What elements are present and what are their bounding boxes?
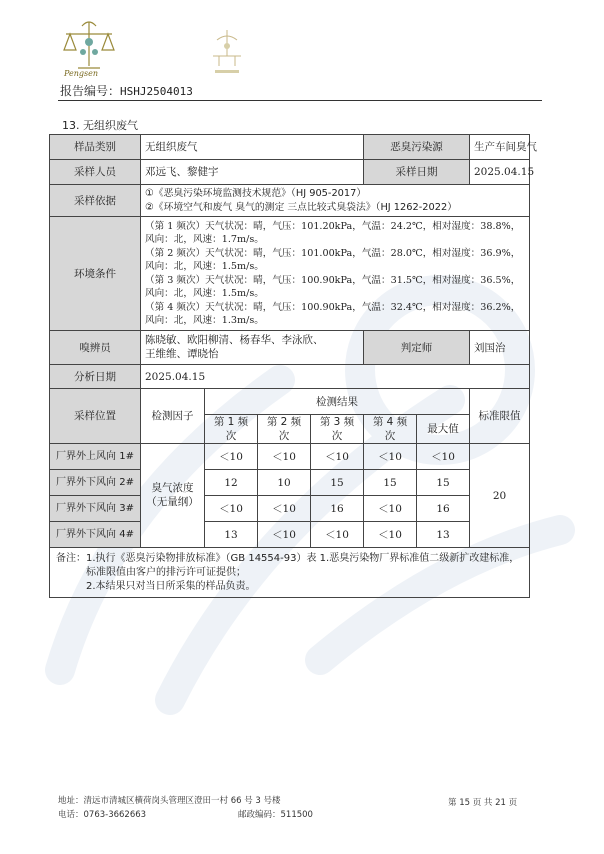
basis-row xyxy=(50,185,530,217)
notes-row xyxy=(50,548,530,598)
judge-value: 刘国治 xyxy=(470,331,530,365)
note-line-3: 2.本结果只对当日所采集的样品负责。 xyxy=(86,580,256,592)
freq-4-header: 第 4 频次 xyxy=(364,415,417,444)
basis-line-2: ②《环境空气和废气 臭气的测定 三点比较式臭袋法》（HJ 1262-2022） xyxy=(145,201,458,213)
note-line-1: 备注：1.执行《恶臭污染物排放标准》（GB 14554-93）表 1.恶臭污染物厂界标准值二级新扩改建标准， xyxy=(56,552,520,564)
location-1: 厂界外上风向 1# xyxy=(50,444,141,470)
panelist-row xyxy=(50,331,530,365)
env-line-7: （第 4 频次）天气状况：晴，气压：100.90kPa，气温：32.4℃，相对湿度：36.2%， xyxy=(145,301,521,313)
results-table xyxy=(49,134,537,598)
value-2-2: 10 xyxy=(258,470,311,496)
footer-postcode: 邮政编码：511500 xyxy=(238,810,313,820)
value-1-3: ＜10 xyxy=(311,444,364,470)
env-line-2: 风向：北，风速：1.7m/s。 xyxy=(145,234,264,245)
panelist-label: 嗅辨员 xyxy=(50,331,141,365)
report-number-value: HSHJ2504013 xyxy=(120,85,193,98)
results-header-row xyxy=(50,389,530,415)
note-line-2: 标准限值由客户的排污许可证提供； xyxy=(86,566,246,578)
analysis-date-value: 2025.04.15 xyxy=(141,365,530,389)
analysis-date-row xyxy=(50,365,530,389)
value-3-3: 16 xyxy=(311,496,364,522)
env-line-8: 风向：北，风速：1.3m/s。 xyxy=(145,315,264,326)
value-4-3: ＜10 xyxy=(311,522,364,548)
value-4-2: ＜10 xyxy=(258,522,311,548)
env-label: 环境条件 xyxy=(50,217,141,331)
panelist-value xyxy=(141,331,364,365)
value-1-4: ＜10 xyxy=(364,444,417,470)
value-3-1: ＜10 xyxy=(205,496,258,522)
factor-line-2: （无量纲） xyxy=(146,495,199,508)
value-3-max: 16 xyxy=(417,496,470,522)
panelist-line-2: 王维维、谭晓怡 xyxy=(145,347,219,360)
value-2-4: 15 xyxy=(364,470,417,496)
sampler-row xyxy=(50,160,530,185)
limit-header: 标准限值 xyxy=(470,389,530,444)
notes-cell xyxy=(50,548,530,598)
sample-type-label: 样品类别 xyxy=(50,135,141,160)
report-number xyxy=(60,82,193,99)
value-4-1: 13 xyxy=(205,522,258,548)
sample-type-row xyxy=(50,135,530,160)
footer-phone: 电话：0763-3662663 xyxy=(58,810,147,820)
env-line-4: 风向：北，风速：1.5m/s。 xyxy=(145,261,264,272)
location-3: 厂界外下风向 3# xyxy=(50,496,141,522)
sample-type-value: 无组织废气 xyxy=(141,135,364,160)
header-divider xyxy=(58,100,542,101)
sampler-value: 邓远飞、黎健宇 xyxy=(141,160,364,185)
certification-logo-icon xyxy=(205,26,249,78)
factor-header: 检测因子 xyxy=(141,389,205,444)
sample-date-value: 2025.04.15 xyxy=(470,160,530,185)
max-header: 最大值 xyxy=(417,415,470,444)
results-header: 检测结果 xyxy=(205,389,470,415)
logo-caption: Pengsen xyxy=(64,69,99,78)
result-row-2 xyxy=(50,470,530,496)
env-line-1: （第 1 频次）天气状况：晴，气压：101.20kPa，气温：24.2℃，相对湿度：38.8%， xyxy=(145,220,521,232)
odor-source-label: 恶臭污染源 xyxy=(364,135,470,160)
footer-address: 地址：清远市清城区横荷岗头管理区澄田一村 66 号 3 号楼 xyxy=(58,796,281,806)
analysis-date-label: 分析日期 xyxy=(50,365,141,389)
env-line-6: 风向：北，风速：1.5m/s。 xyxy=(145,288,264,299)
location-header: 采样位置 xyxy=(50,389,141,444)
value-3-2: ＜10 xyxy=(258,496,311,522)
env-row xyxy=(50,217,530,331)
panelist-line-1: 陈晓敏、欧阳柳清、杨春华、李泳欣、 xyxy=(145,334,324,346)
value-2-1: 12 xyxy=(205,470,258,496)
value-4-4: ＜10 xyxy=(364,522,417,548)
location-2: 厂界外下风向 2# xyxy=(50,470,141,496)
report-number-label: 报告编号： xyxy=(60,84,121,98)
result-row-3 xyxy=(50,496,530,522)
factor-line-1: 臭气浓度 xyxy=(151,482,194,494)
basis-line-1: ①《恶臭污染环境监测技术规范》（HJ 905-2017） xyxy=(145,188,367,199)
basis-value xyxy=(141,185,530,217)
value-1-2: ＜10 xyxy=(258,444,311,470)
basis-label: 采样依据 xyxy=(50,185,141,217)
freq-3-header: 第 3 频次 xyxy=(311,415,364,444)
judge-label: 判定师 xyxy=(364,331,470,365)
value-1-1: ＜10 xyxy=(205,444,258,470)
value-2-max: 15 xyxy=(417,470,470,496)
location-4: 厂界外下风向 4# xyxy=(50,522,141,548)
sample-date-label: 采样日期 xyxy=(364,160,470,185)
value-4-max: 13 xyxy=(417,522,470,548)
limit-value: 20 xyxy=(470,444,530,548)
page-number: 第 15 页 共 21 页 xyxy=(448,798,518,808)
odor-source-value: 生产车间臭气 xyxy=(470,135,530,160)
section-title: 13. 无组织废气 xyxy=(62,119,138,132)
env-line-5: （第 3 频次）天气状况：晴，气压：100.90kPa，气温：31.5℃，相对湿度：36.5%， xyxy=(145,274,521,286)
freq-2-header: 第 2 频次 xyxy=(258,415,311,444)
freq-1-header: 第 1 频次 xyxy=(205,415,258,444)
result-row-1 xyxy=(50,444,530,470)
value-1-max: ＜10 xyxy=(417,444,470,470)
result-row-4 xyxy=(50,522,530,548)
value-3-4: ＜10 xyxy=(364,496,417,522)
env-line-3: （第 2 频次）天气状况：晴，气压：101.00kPa，气温：28.0℃，相对湿度：36.9%， xyxy=(145,247,521,259)
env-value xyxy=(141,217,530,331)
value-2-3: 15 xyxy=(311,470,364,496)
sampler-label: 采样人员 xyxy=(50,160,141,185)
factor-cell xyxy=(141,444,205,548)
